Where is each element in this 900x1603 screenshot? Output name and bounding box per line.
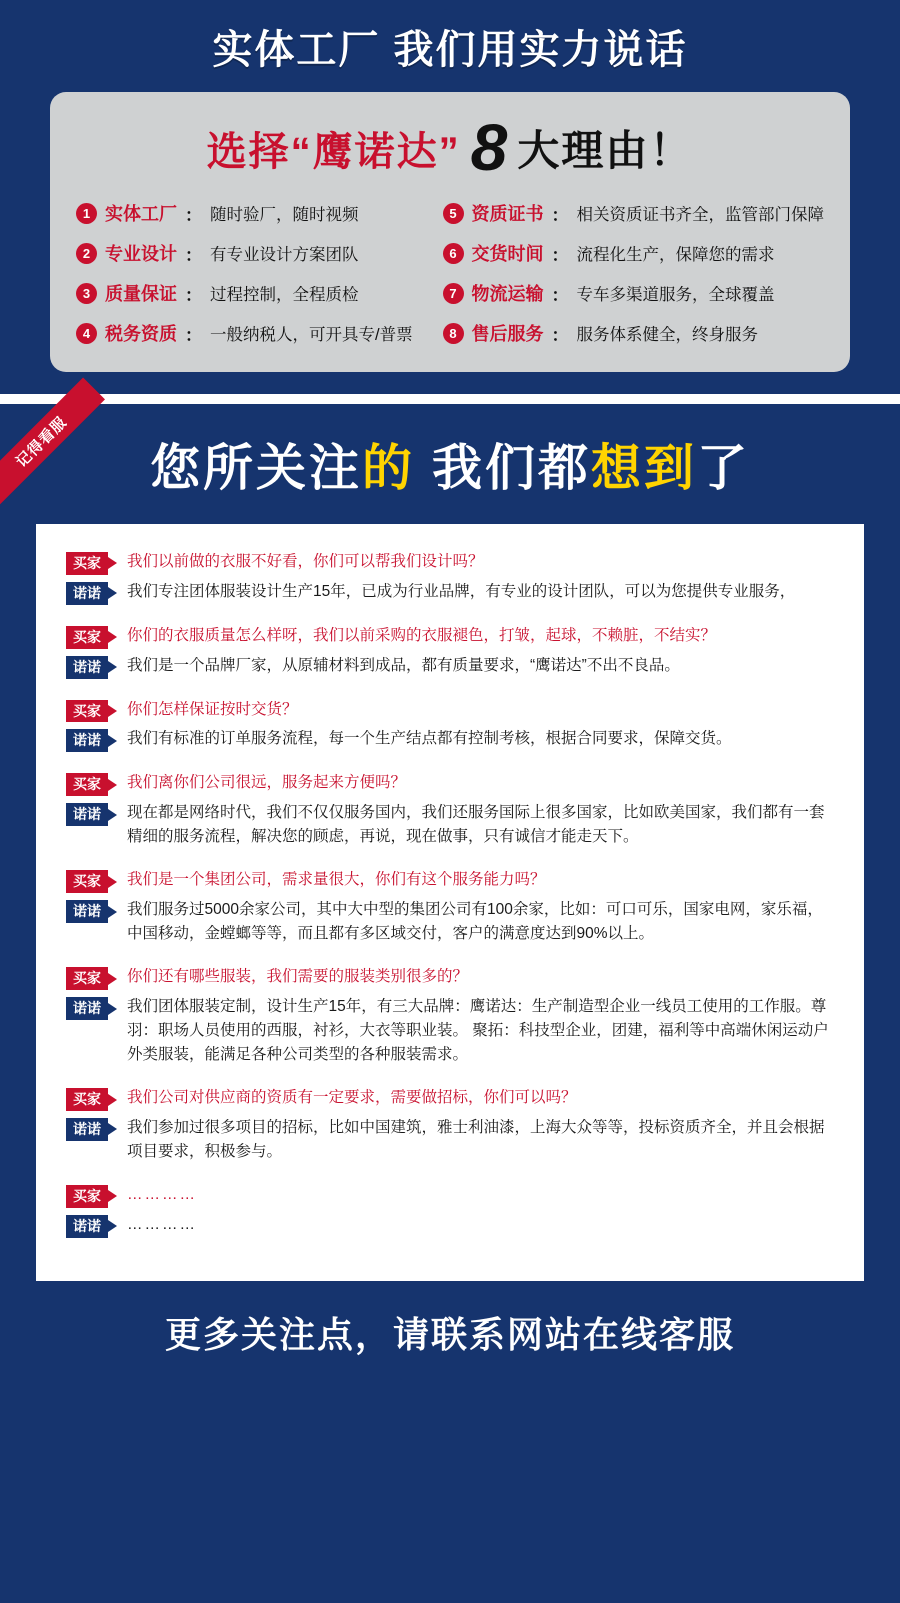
reason-item bbox=[443, 200, 825, 226]
reason-key: 税务资质 bbox=[105, 324, 177, 344]
qa-block bbox=[66, 1086, 834, 1164]
reply-tag: 诺诺 bbox=[66, 1118, 108, 1141]
buyer-tag: 买家 bbox=[66, 626, 108, 649]
question-text: 你们的衣服质量怎么样呀，我们以前采购的衣服褪色，打皱，起球，不赖脏，不结实？ bbox=[127, 626, 717, 644]
qa-question-line bbox=[66, 1183, 834, 1208]
reply-tag: 诺诺 bbox=[66, 1215, 108, 1238]
reason-colon: ： bbox=[185, 325, 202, 345]
question-text: 我们以前做的衣服不好看，你们可以帮我们设计吗？ bbox=[127, 553, 484, 570]
reply-tag: 诺诺 bbox=[66, 729, 108, 752]
qa-answer-line bbox=[66, 801, 834, 849]
question-text: 我们公司对供应商的资质有一定要求，需要做招标，你们可以吗？ bbox=[127, 1089, 577, 1107]
qa-block bbox=[66, 965, 834, 1067]
reason-colon: ： bbox=[185, 205, 202, 225]
reason-item bbox=[443, 320, 825, 346]
qa-answer-line bbox=[66, 654, 834, 679]
reason-key: 专业设计 bbox=[105, 244, 177, 264]
reason-value: 专车多渠道服务，全球覆盖 bbox=[576, 286, 775, 304]
faq-title-part: 想到 bbox=[590, 440, 697, 496]
qa-answer-line bbox=[66, 995, 834, 1067]
answer-text: ………… bbox=[127, 1215, 197, 1233]
reason-number-badge: 6 bbox=[443, 243, 464, 264]
reason-number-badge: 2 bbox=[76, 243, 97, 264]
faq-title-part: 您所关注 bbox=[150, 440, 363, 496]
qa-block bbox=[66, 1183, 834, 1238]
reasons-card bbox=[50, 92, 850, 372]
buyer-tag: 买家 bbox=[66, 1088, 108, 1111]
buyer-tag: 买家 bbox=[66, 552, 108, 575]
answer-text: 我们参加过很多项目的招标，比如中国建筑，雅士利油漆，上海大众等等，投标资质齐全，并且会根据项目要求，积极参与。 bbox=[127, 1119, 825, 1161]
headline-number: 8 bbox=[470, 110, 508, 185]
headline-red-text: 选择“鹰诺达” bbox=[206, 129, 461, 174]
question-text: 我们离你们公司很远，服务起来方便吗？ bbox=[127, 774, 407, 792]
qa-answer-line bbox=[66, 727, 834, 752]
reason-number-badge: 1 bbox=[76, 203, 97, 224]
reasons-headline bbox=[76, 110, 824, 200]
reason-colon: ： bbox=[185, 285, 202, 305]
faq-card bbox=[36, 524, 864, 1281]
reason-colon: ： bbox=[551, 325, 569, 345]
section-faq bbox=[0, 404, 900, 1388]
qa-block bbox=[66, 771, 834, 849]
qa-answer-line bbox=[66, 1116, 834, 1164]
section-divider bbox=[0, 394, 900, 404]
reason-item bbox=[76, 320, 425, 346]
reason-value: 过程控制，全程质检 bbox=[210, 286, 359, 304]
reason-number-badge: 4 bbox=[76, 323, 97, 344]
qa-question-line bbox=[66, 868, 834, 893]
reason-number-badge: 7 bbox=[443, 283, 464, 304]
question-text: 我们是一个集团公司，需求量很大，你们有这个服务能力吗？ bbox=[127, 871, 546, 889]
corner-ribbon: 记得看服 bbox=[0, 378, 105, 506]
headline-black-text: 大理由！ bbox=[517, 127, 694, 174]
reason-value: 流程化生产，保障您的需求 bbox=[576, 246, 775, 264]
reason-colon: ： bbox=[551, 245, 569, 265]
reason-number-badge: 3 bbox=[76, 283, 97, 304]
reason-number-badge: 5 bbox=[443, 203, 464, 224]
qa-block bbox=[66, 698, 834, 753]
question-text: 你们还有哪些服装，我们需要的服装类别很多的？ bbox=[127, 968, 469, 986]
reason-item bbox=[443, 240, 825, 266]
qa-question-line bbox=[66, 550, 834, 575]
qa-answer-line bbox=[66, 580, 834, 605]
question-text: ………… bbox=[127, 1186, 197, 1204]
reason-value: 一般纳税人，可开具专/普票 bbox=[210, 326, 413, 344]
faq-title-part: 了 bbox=[696, 440, 750, 496]
reply-tag: 诺诺 bbox=[66, 900, 108, 923]
qa-block bbox=[66, 624, 834, 679]
answer-text: 我们专注团体服装设计生产15年，已成为行业品牌，有专业的设计团队，可以为您提供专业服务， bbox=[127, 582, 796, 600]
section-reasons bbox=[0, 0, 900, 394]
qa-question-line bbox=[66, 1086, 834, 1111]
reason-key: 实体工厂 bbox=[105, 204, 177, 224]
reason-colon: ： bbox=[185, 245, 202, 265]
reason-colon: ： bbox=[551, 285, 569, 305]
buyer-tag: 买家 bbox=[66, 700, 108, 723]
reply-tag: 诺诺 bbox=[66, 997, 108, 1020]
question-text: 你们怎样保证按时交货？ bbox=[127, 700, 298, 718]
buyer-tag: 买家 bbox=[66, 967, 108, 990]
qa-block bbox=[66, 550, 834, 605]
qa-question-line bbox=[66, 624, 834, 649]
answer-text: 我们有标准的订单服务流程，每一个生产结点都有控制考核，根据合同要求，保障交货。 bbox=[127, 730, 732, 748]
reply-tag: 诺诺 bbox=[66, 582, 108, 605]
faq-title-part: 的 bbox=[362, 440, 416, 496]
reason-key: 资质证书 bbox=[471, 204, 544, 224]
reason-colon: ： bbox=[551, 205, 569, 225]
qa-answer-line bbox=[66, 1213, 834, 1238]
answer-text: 我们团体服装定制，设计生产15年，有三大品牌：鹰诺达：生产制造型企业一线员工使用的工作服。尊羽：职场人员使用的西服，衬衫，大衣等职业装。 聚拓：科技型企业，团建，福利等中高端休闲运动户外类服装，能满足各种公司类型的各种服装需求。 bbox=[127, 998, 829, 1064]
qa-block bbox=[66, 868, 834, 946]
reason-value: 服务体系健全，终身服务 bbox=[576, 326, 758, 344]
qa-answer-line bbox=[66, 898, 834, 946]
reason-value: 随时验厂，随时视频 bbox=[210, 206, 359, 224]
reply-tag: 诺诺 bbox=[66, 803, 108, 826]
qa-question-line bbox=[66, 965, 834, 990]
reason-value: 相关资质证书齐全，监管部门保障 bbox=[576, 206, 824, 224]
reason-item bbox=[76, 240, 425, 266]
reason-item bbox=[443, 280, 825, 306]
answer-text: 我们是一个品牌厂家，从原辅材料到成品，都有质量要求，“鹰诺达”不出不良品。 bbox=[127, 656, 680, 674]
faq-title bbox=[0, 404, 900, 524]
qa-question-line bbox=[66, 698, 834, 723]
buyer-tag: 买家 bbox=[66, 870, 108, 893]
reply-tag: 诺诺 bbox=[66, 656, 108, 679]
reason-value: 有专业设计方案团队 bbox=[210, 246, 359, 264]
reason-key: 售后服务 bbox=[471, 324, 544, 344]
buyer-tag: 买家 bbox=[66, 773, 108, 796]
reason-key: 交货时间 bbox=[471, 244, 544, 264]
faq-title-part: 我们都 bbox=[431, 440, 591, 496]
reasons-grid bbox=[76, 200, 824, 346]
reason-item bbox=[76, 200, 425, 226]
reason-key: 物流运输 bbox=[471, 284, 544, 304]
reason-item bbox=[76, 280, 425, 306]
banner-title: 实体工厂 我们用实力说话 bbox=[212, 28, 688, 72]
buyer-tag: 买家 bbox=[66, 1185, 108, 1208]
footer-text: 更多关注点，请联系网站在线客服 bbox=[0, 1281, 900, 1388]
reason-number-badge: 8 bbox=[443, 323, 464, 344]
reason-key: 质量保证 bbox=[105, 284, 177, 304]
answer-text: 现在都是网络时代，我们不仅仅服务国内，我们还服务国际上很多国家，比如欧美国家，我们都有一套精细的服务流程，解决您的顾虑，再说，现在做事，只有诚信才能走天下。 bbox=[127, 804, 825, 846]
answer-text: 我们服务过5000余家公司，其中大中型的集团公司有100余家，比如：可口可乐，国家电网，家乐福，中国移动，金螳螂等等，而且都有多区域交付，客户的满意度达到90%以上。 bbox=[127, 901, 823, 943]
qa-question-line bbox=[66, 771, 834, 796]
